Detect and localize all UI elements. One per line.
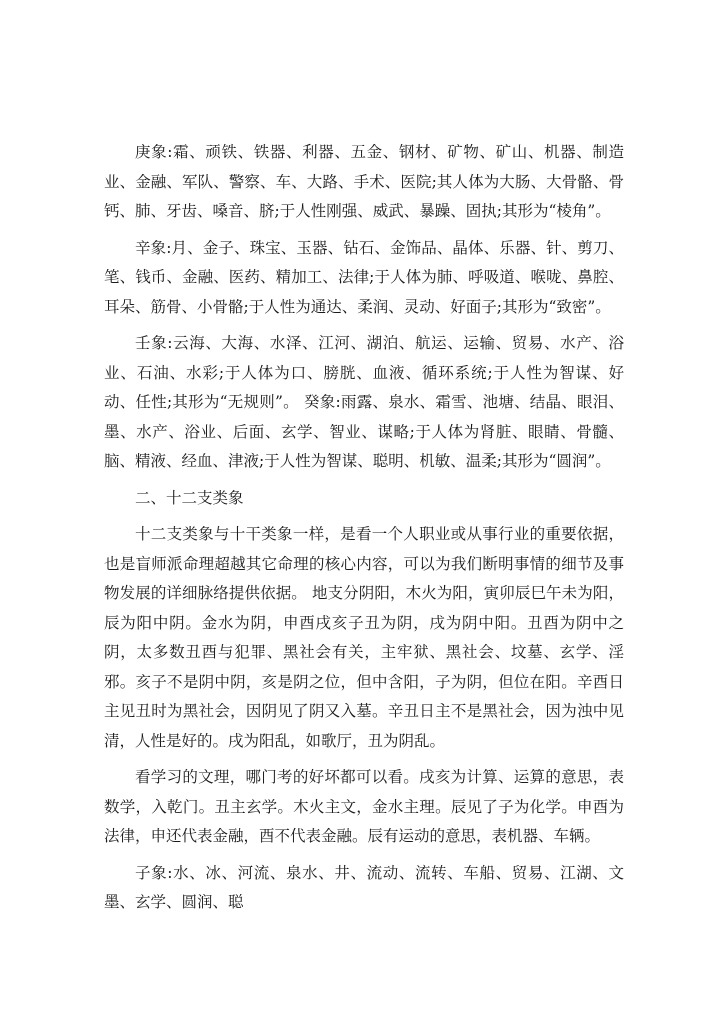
paragraph-xin: 辛象:月、金子、珠宝、玉器、钻石、金饰品、晶体、乐器、针、剪刀、笔、钱币、金融、医药、精加工、法律;于人体为肺、呼吸道、喉咙、鼻腔、耳朵、筋骨、小骨骼;于人性为通达、柔润、灵动、好面子;其形为“致密”。 [104, 238, 624, 316]
paragraph-ren-gui: 壬象:云海、大海、水泽、江河、湖泊、航运、运输、贸易、水产、浴业、石油、水彩;于人体为口、膀胱、血液、循环系统;于人性为智谋、好动、任性;其形为“无规则”。 癸象:雨露、泉水、霜雪、池塘、结晶、眼泪、墨、水产、浴业、后面、玄学、智业、谋略;于人体为肾脏、眼睛、骨髓、脑、精液、经血、津液;于人性为智谋、聪明、机敏、温柔;其形为“圆润”。 [104, 334, 624, 470]
section-heading: 二、十二支类象 [135, 488, 244, 507]
paragraph-zi: 子象:水、冰、河流、泉水、井、流动、流转、车船、贸易、江湖、文墨、玄学、圆润、聪 [104, 863, 624, 911]
document-body [104, 138, 624, 925]
paragraph-study: 看学习的文理，哪门考的好坏都可以看。戌亥为计算、运算的意思，表数学，入乾门。丑主玄学。木火主文，金水主理。辰见了子为化学。申酉为法律，申还代表金融，酉不代表金融。辰有运动的意思，表机器、车辆。 [104, 768, 624, 845]
paragraph-geng: 庚象:霜、顽铁、铁器、利器、五金、钢材、矿物、矿山、机器、制造业、金融、军队、警察、车、大路、手术、医院;其人体为大肠、大骨骼、骨钙、肺、牙齿、嗓音、脐;于人性刚强、威武、暴躁、固执;其形为“棱角”。 [104, 143, 624, 220]
paragraph-twelve-branches: 十二支类象与十干类象一样，是看一个人职业或从事行业的重要依据，也是盲师派命理超越其它命理的核心内容，可以为我们断明事情的细节及事物发展的详细脉络提供依据。 地支分阴阳，木火为阳，寅卯辰巳午未为阳，辰为阳中阴。金水为阴，申酉戌亥子丑为阴，戌为阴中阳。丑酉为阴中之阴，太多数丑酉与犯罪、黑社会有关，主牢狱、黑社会、坟墓、玄学、淫邪。亥子不是阴中阴，亥是阴之位，但中含阳，子为阴，但位在阳。辛酉日主见丑时为黑社会，因阴见了阴又入墓。辛丑日主不是黑社会，因为浊中见清，人性是好的。戌为阳乱，如歌厅，丑为阴乱。 [104, 525, 624, 750]
